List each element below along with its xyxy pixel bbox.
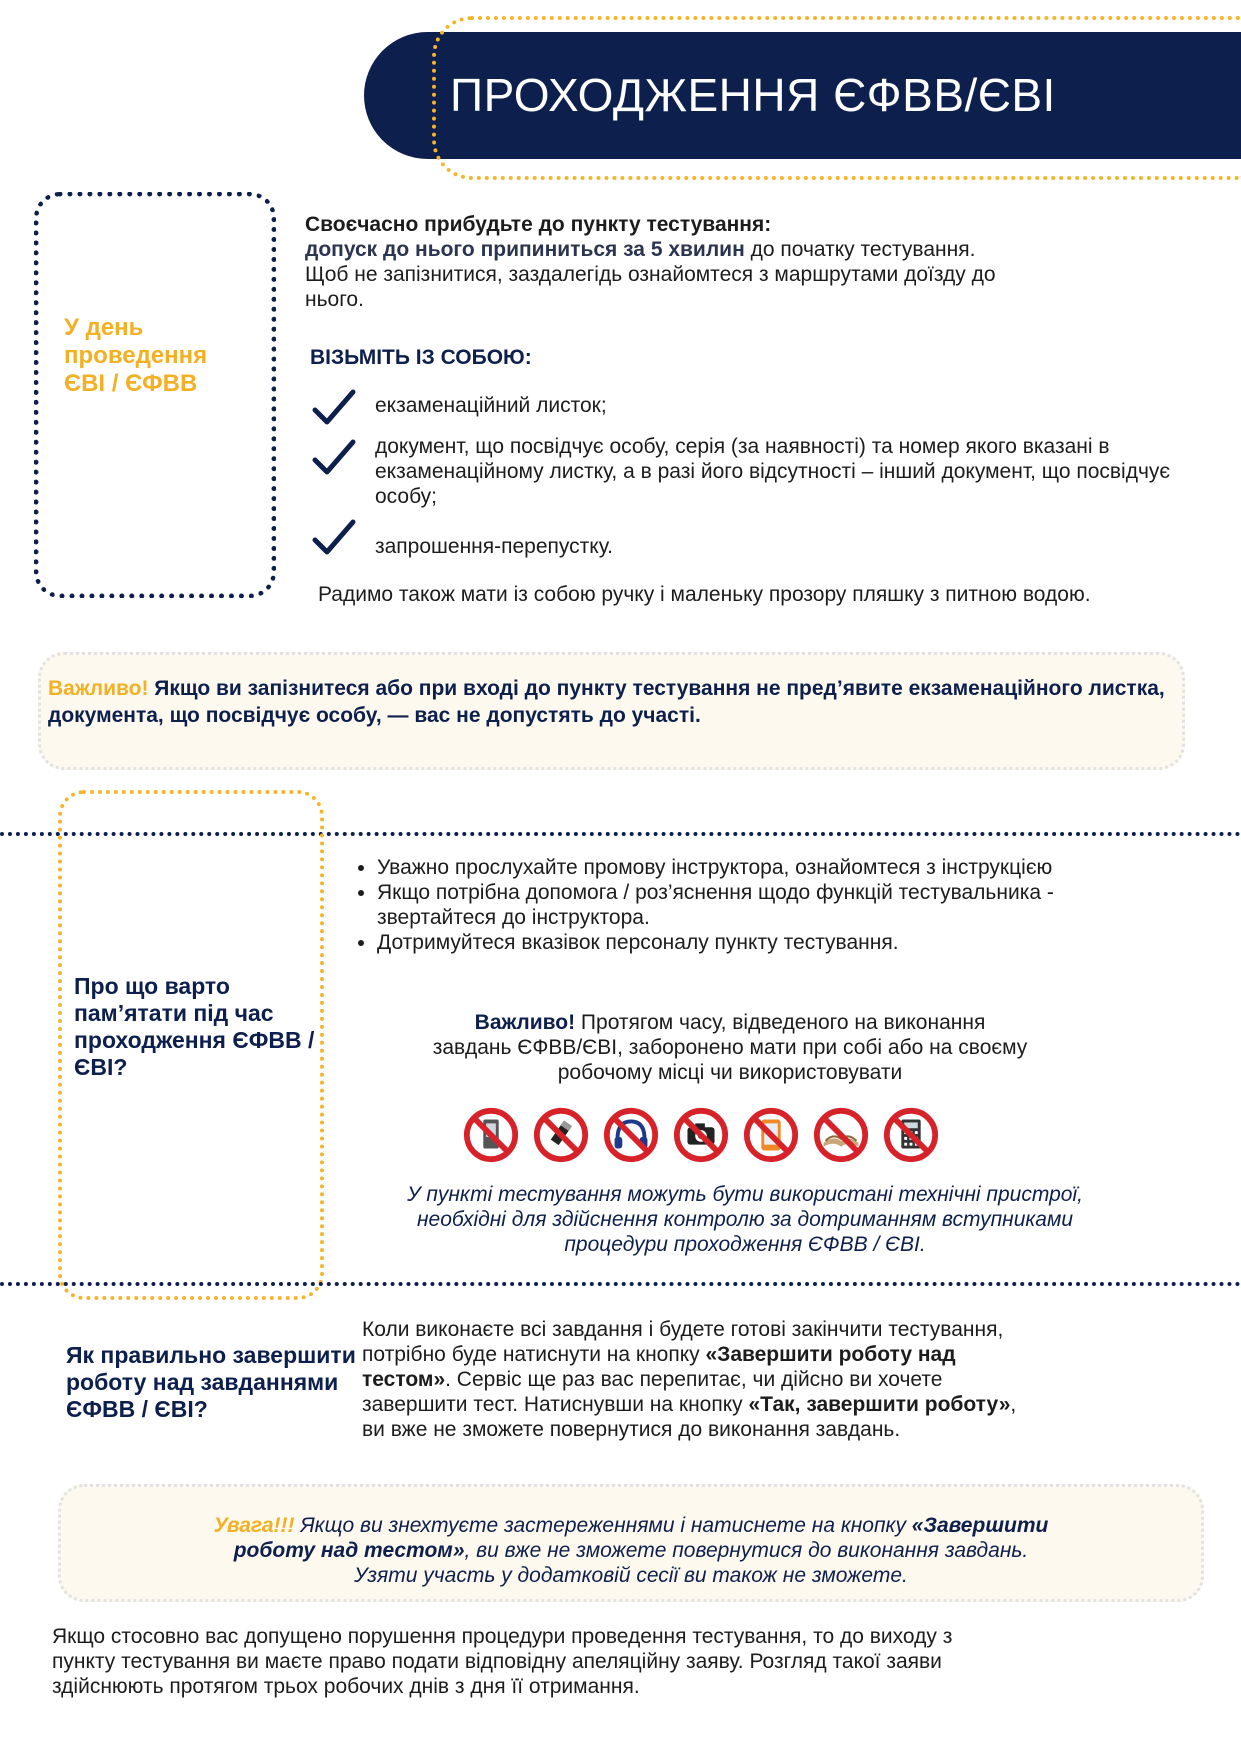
banned-line-1-rest: Протягом часу, відведеного на виконання [575,1011,986,1034]
arrival-line-4: нього. [305,288,364,311]
banned-line-3: робочому місці чи використовувати [557,1061,903,1084]
important-text [48,675,1168,729]
warning-button-name: роботу над тестом» [233,1539,465,1562]
arrival-line-2 [305,237,1185,262]
finish-line [362,1342,1192,1367]
warning-body: Якщо ви знехтуєте застереженнями і натиснете на кнопку [294,1514,912,1537]
finish-line [362,1392,1192,1417]
finish-line: ви вже не зможете повернутися до виконання завдань. [362,1418,901,1441]
warning-text [70,1513,1192,1588]
finish-button-name: тестом» [362,1368,446,1391]
finish-text: завершити тест. Натиснувши на кнопку [362,1393,749,1416]
warning-button-name: «Завершити [911,1514,1049,1537]
rule-item: • Дотримуйтеся вказівок персоналу пункту тестування. [377,930,1110,955]
warning-line: Узяти участь у додатковій сесії ви також не зможете. [354,1564,908,1587]
no-camera-icon [672,1106,730,1164]
devices-note-line: процедури проходження ЄФВВ / ЄВІ. [564,1233,926,1256]
arrival-deadline: допуск до нього припиниться за 5 хвилин [305,238,745,261]
banned-lead: Важливо! [474,1011,576,1034]
arrival-heading: Своєчасно прибудьте до пункту тестування: [305,213,772,236]
warning-body: , ви вже не зможете повернутися до виконання завдань. [464,1539,1029,1562]
rules-list [350,855,1110,955]
take-heading: ВІЗЬМІТЬ ІЗ СОБОЮ: [310,346,532,369]
arrival-paragraph [305,212,1185,312]
devices-note [330,1182,1160,1257]
finish-line [362,1367,1192,1392]
day-section-label: У день проведення ЄВІ / ЄФВВ [64,314,208,397]
rule-item: • Уважно прослухайте промову інструктора, ознайомтеся з інструкцією [377,855,1110,880]
take-item-1: екзаменаційний листок; [375,394,607,417]
check-icon [312,518,356,558]
check-icon [312,438,356,478]
appeal-line: Якщо стосовно вас допущено порушення процедури проведення тестування, то до виходу з [52,1625,953,1648]
take-item-2: документ, що посвідчує особу, серія (за наявності) та номер якого вказані в екзаменаційному листку, а в разі його відсутності – інший документ, що посвідчує особу; [375,435,1171,508]
finish-section-label: Як правильно завершити роботу над завданнями ЄФВВ / ЄВІ? [66,1342,356,1422]
finish-line: Коли виконаєте всі завдання і будете готові закінчити тестування, [362,1318,1004,1341]
finish-text: потрібно буде натиснути на кнопку [362,1343,706,1366]
banned-line-1 [340,1010,1120,1035]
check-icon [312,388,356,428]
page-title: ПРОХОДЖЕННЯ ЄФВВ/ЄВІ [450,69,1056,121]
devices-note-line: У пункті тестування можуть бути використані технічні пристрої, [407,1183,1083,1206]
no-book-icon [812,1106,870,1164]
arrival-line-3: Щоб не запізнитися, заздалегідь ознайомтеся з маршрутами доїзду до [305,263,996,286]
banned-items-text [340,1010,1120,1085]
no-phone-icon [462,1106,520,1164]
important-lead: Важливо! [48,677,149,700]
banned-line-2: завдань ЄФВВ/ЄВІ, заборонено мати при собі або на своєму [432,1036,1028,1059]
warning-line [70,1513,1192,1538]
no-calculator-icon [882,1106,940,1164]
take-item-3: запрошення-перепустку. [375,535,613,558]
finish-button-name: «Завершити роботу над [705,1343,956,1366]
appeal-paragraph [52,1624,1212,1699]
finish-text: , [1010,1393,1017,1416]
confirm-button-name: «Так, завершити роботу» [748,1393,1011,1416]
devices-note-line: необхідні для здійснення контролю за дотриманням вступниками [416,1208,1074,1231]
banned-icons-row [462,1106,940,1164]
warning-lead: Увага!!! [213,1514,295,1537]
arrival-rest: до початку тестування. [744,238,976,261]
no-pen-icon [532,1106,590,1164]
finish-text: . Сервіс ще раз вас перепитає, чи дійсно ви хочете [445,1368,943,1391]
rule-item: • Якщо потрібна допомога / роз’яснення щодо функцій тестувальника - звертайтеся до інструктора. [377,880,1110,930]
during-section-label: Про що варто пам’ятати під час проходження ЄФВВ / ЄВІ? [74,973,315,1080]
finish-paragraph [362,1317,1192,1442]
appeal-line: здійснюють протягом трьох робочих днів з дня її отримання. [52,1675,640,1698]
section-divider [0,1282,1241,1286]
advice-text: Радимо також мати із собою ручку і маленьку прозору пляшку з питною водою. [318,583,1091,606]
no-tablet-icon [742,1106,800,1164]
no-headphones-icon [602,1106,660,1164]
warning-line [70,1538,1192,1563]
appeal-line: пункту тестування ви маєте право подати відповідну апеляційну заяву. Розгляд такої заяви [52,1650,942,1673]
important-body: Якщо ви запізнитеся або при вході до пункту тестування не пред’явите екзаменаційного листка, документа, що посвідчує особу, — вас не допустять до участі. [48,677,1165,727]
